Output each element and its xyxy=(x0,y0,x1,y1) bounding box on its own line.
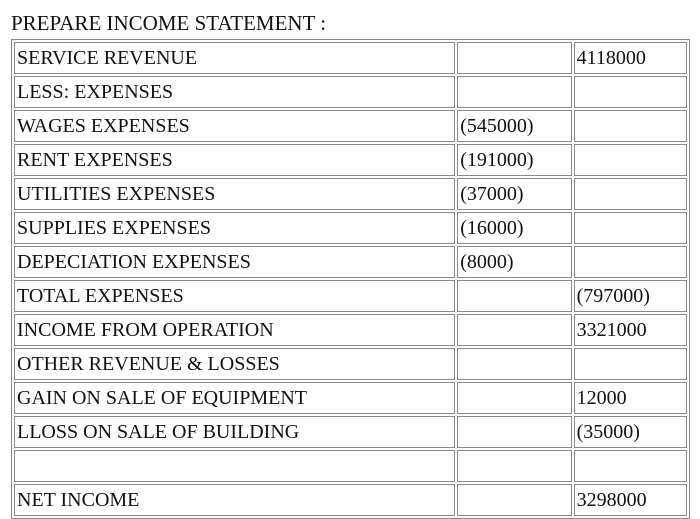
row-label: NET INCOME xyxy=(14,484,455,516)
row-amount xyxy=(457,76,571,108)
row-total: 12000 xyxy=(574,382,687,414)
row-amount xyxy=(457,416,571,448)
row-amount xyxy=(457,450,571,482)
row-total xyxy=(574,76,687,108)
row-amount xyxy=(457,314,571,346)
table-row xyxy=(14,484,687,516)
table-row xyxy=(14,280,687,312)
row-label xyxy=(14,450,455,482)
row-label: LESS: EXPENSES xyxy=(14,76,455,108)
table-row xyxy=(14,416,687,448)
row-label: SERVICE REVENUE xyxy=(14,42,455,74)
row-total xyxy=(574,212,687,244)
table-row xyxy=(14,42,687,74)
row-total: (35000) xyxy=(574,416,687,448)
row-label: WAGES EXPENSES xyxy=(14,110,455,142)
table-row xyxy=(14,212,687,244)
row-total: 3298000 xyxy=(574,484,687,516)
row-amount xyxy=(457,280,571,312)
row-total: 4118000 xyxy=(574,42,687,74)
row-label: UTILITIES EXPENSES xyxy=(14,178,455,210)
row-amount: (8000) xyxy=(457,246,571,278)
table-row xyxy=(14,144,687,176)
row-label: GAIN ON SALE OF EQUIPMENT xyxy=(14,382,455,414)
row-amount xyxy=(457,348,571,380)
table-row xyxy=(14,314,687,346)
table-row xyxy=(14,348,687,380)
table-row xyxy=(14,110,687,142)
row-label: TOTAL EXPENSES xyxy=(14,280,455,312)
row-amount xyxy=(457,382,571,414)
row-total xyxy=(574,110,687,142)
row-total: 3321000 xyxy=(574,314,687,346)
row-amount: (191000) xyxy=(457,144,571,176)
table-row xyxy=(14,76,687,108)
row-amount xyxy=(457,42,571,74)
row-label: INCOME FROM OPERATION xyxy=(14,314,455,346)
statement-title: PREPARE INCOME STATEMENT : xyxy=(11,11,327,35)
row-amount xyxy=(457,484,571,516)
row-total xyxy=(574,348,687,380)
row-amount: (545000) xyxy=(457,110,571,142)
row-label: OTHER REVENUE & LOSSES xyxy=(14,348,455,380)
row-total xyxy=(574,246,687,278)
table-row xyxy=(14,450,687,482)
income-statement-table xyxy=(11,39,690,519)
row-total xyxy=(574,144,687,176)
row-amount: (16000) xyxy=(457,212,571,244)
row-label: DEPECIATION EXPENSES xyxy=(14,246,455,278)
row-total xyxy=(574,178,687,210)
row-label: LLOSS ON SALE OF BUILDING xyxy=(14,416,455,448)
row-label: SUPPLIES EXPENSES xyxy=(14,212,455,244)
row-label: RENT EXPENSES xyxy=(14,144,455,176)
table-row xyxy=(14,178,687,210)
row-total: (797000) xyxy=(574,280,687,312)
table-row xyxy=(14,382,687,414)
row-amount: (37000) xyxy=(457,178,571,210)
table-row xyxy=(14,246,687,278)
row-total xyxy=(574,450,687,482)
